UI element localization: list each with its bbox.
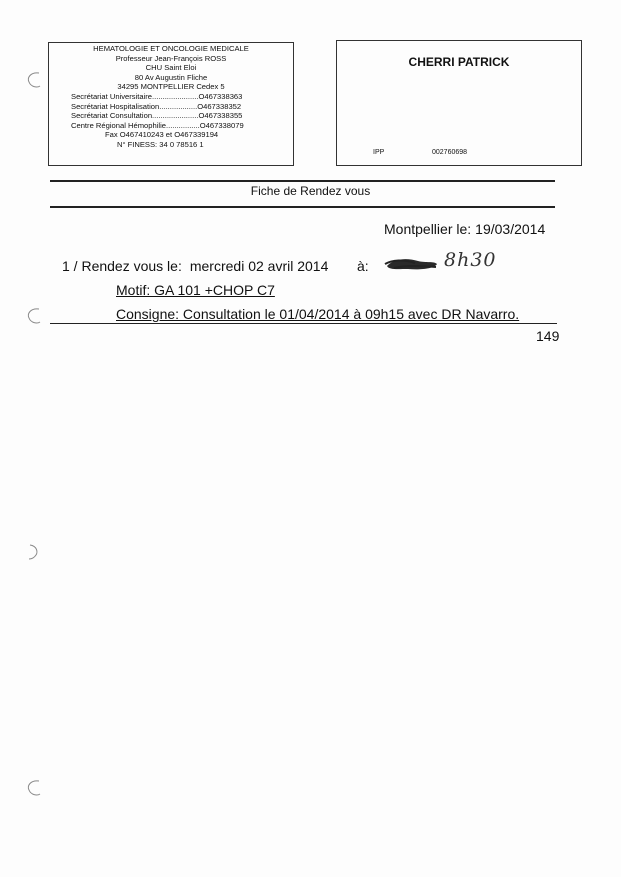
patient-label-box bbox=[336, 40, 582, 166]
appointment-motif: Motif: GA 101 +CHOP C7 bbox=[116, 282, 275, 298]
punch-hole-mark bbox=[24, 778, 42, 798]
directory-row bbox=[49, 102, 293, 112]
punch-hole-mark bbox=[24, 306, 42, 326]
finess-number: N° FINESS: 34 0 78516 1 bbox=[117, 139, 204, 149]
divider-thin bbox=[50, 323, 557, 324]
directory-row bbox=[49, 111, 293, 121]
punch-hole-mark bbox=[24, 70, 42, 90]
directory-phone: O467338363 bbox=[198, 91, 243, 101]
handwritten-time: 8h30 bbox=[444, 249, 497, 271]
directory-label: Centre Régional Hémophilie bbox=[71, 120, 166, 130]
directory-label: Secrétariat Hospitalisation bbox=[71, 101, 160, 111]
appointment-prefix: 1 / Rendez vous le: bbox=[62, 258, 182, 274]
ipp-label: IPP bbox=[373, 149, 385, 156]
divider-bottom bbox=[50, 206, 555, 208]
department-name: HEMATOLOGIE ET ONCOLOGIE MEDICALE bbox=[93, 44, 249, 53]
directory-phone: O467338079 bbox=[199, 120, 244, 130]
directory-dots: ...................... bbox=[152, 91, 199, 101]
directory-phone: O467338355 bbox=[198, 111, 243, 121]
hospital-street: 80 Av Augustin Fliche bbox=[134, 72, 208, 82]
appointment-date: mercredi 02 avril 2014 bbox=[189, 258, 329, 274]
directory-row bbox=[49, 92, 293, 102]
appointment-at-label: à: bbox=[357, 258, 369, 274]
crossed-out-time-scribble bbox=[382, 255, 440, 273]
directory-dots: ................ bbox=[165, 120, 200, 130]
directory-row bbox=[49, 121, 293, 131]
ipp-value: 002760698 bbox=[432, 149, 468, 156]
directory-label: Secrétariat Universitaire bbox=[71, 91, 153, 101]
directory-dots: .................. bbox=[159, 101, 198, 111]
hospital-city: 34295 MONTPELLIER Cedex 5 bbox=[117, 82, 225, 92]
form-date: 19/03/2014 bbox=[475, 221, 546, 237]
professor-name: Professeur Jean-François ROSS bbox=[115, 53, 227, 63]
fax-numbers: Fax O467410243 et O467339194 bbox=[105, 130, 219, 140]
patient-name: CHERRI PATRICK bbox=[408, 55, 510, 69]
directory-label: Secrétariat Consultation bbox=[71, 111, 153, 121]
appointment-line bbox=[62, 258, 328, 274]
appointment-instructions: Consigne: Consultation le 01/04/2014 à 09h15 avec DR Navarro. bbox=[116, 306, 520, 322]
place-date bbox=[384, 221, 545, 237]
form-title: Fiche de Rendez vous bbox=[250, 184, 371, 198]
directory-phone: O467338352 bbox=[197, 101, 242, 111]
hospital-header-box bbox=[48, 42, 294, 166]
hospital-site: CHU Saint Eloi bbox=[145, 63, 197, 73]
place-label: Montpellier le: bbox=[384, 221, 472, 237]
divider-top bbox=[50, 180, 555, 182]
punch-hole-mark bbox=[24, 542, 42, 562]
directory-dots: ...................... bbox=[152, 111, 199, 121]
page-number: 149 bbox=[536, 328, 560, 344]
